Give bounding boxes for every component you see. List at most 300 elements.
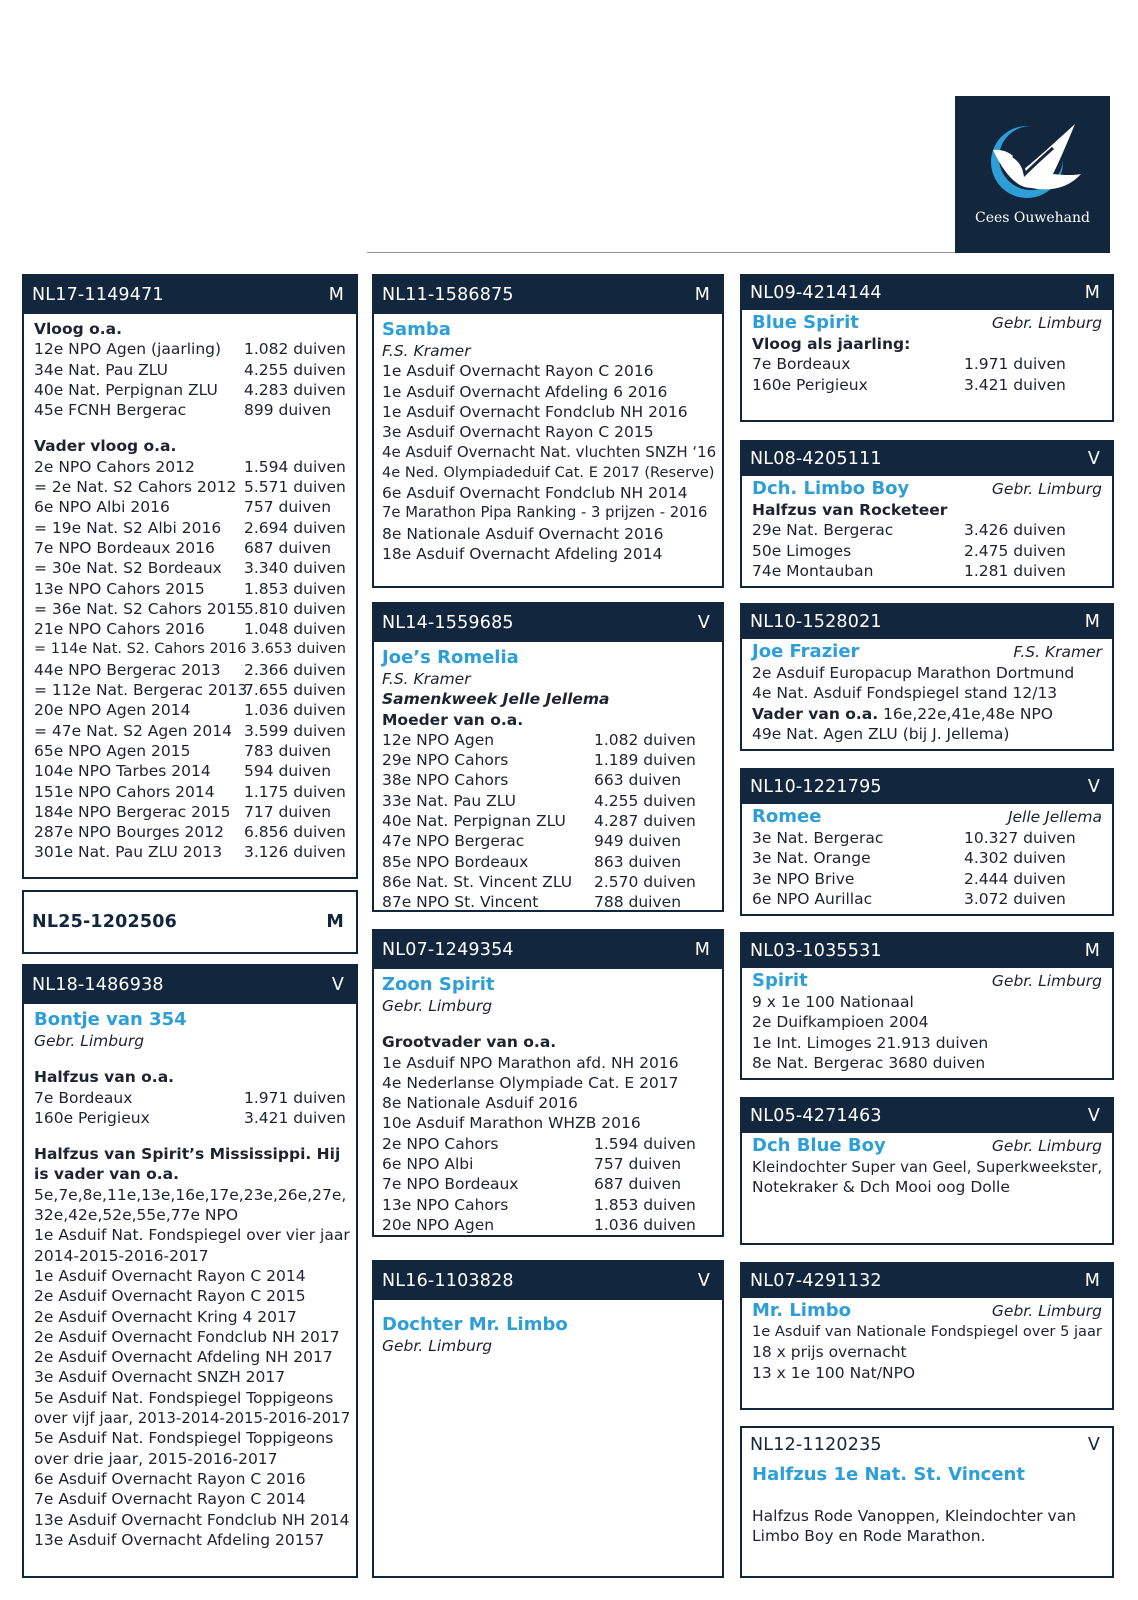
sex-badge: M	[1084, 612, 1100, 632]
line: 6e Asduif Overnacht Rayon C 2016	[34, 1469, 306, 1488]
ring-number: NL17-1149471	[32, 285, 164, 305]
result-row	[752, 889, 1102, 909]
line: 13 x 1e 100 Nat/NPO	[752, 1363, 916, 1382]
count: 5.571 duiven	[244, 478, 346, 497]
count: 663 duiven	[594, 771, 682, 790]
section-title: Vader vloog o.a.	[34, 437, 177, 456]
race: = 114e Nat. S2. Cahors 2016	[34, 641, 247, 658]
section-title: Moeder van o.a.	[382, 710, 524, 729]
line: 1e Asduif van Nationale Fondspiegel over 5 jaar	[752, 1323, 1102, 1340]
result-row	[752, 375, 1102, 395]
result-row	[34, 721, 346, 741]
line: 1e Asduif Nat. Fondspiegel over vier jaar	[34, 1226, 350, 1245]
pigeon-card	[22, 274, 358, 879]
count: 757 duiven	[594, 1155, 682, 1174]
breeder: Gebr. Limburg	[382, 997, 493, 1015]
line: 13e Asduif Overnacht Afdeling 20157	[34, 1530, 325, 1549]
race: 40e Nat. Perpignan ZLU	[34, 380, 218, 399]
breeder: F.S. Kramer	[1013, 643, 1102, 661]
line: 1e Asduif Overnacht Fondclub NH 2016	[382, 402, 688, 421]
result-row	[34, 619, 346, 639]
ring-number: NL07-4291132	[750, 1271, 882, 1291]
sex-badge: V	[697, 613, 710, 633]
race: = 36e Nat. S2 Cahors 2015	[34, 599, 247, 618]
count: 717 duiven	[244, 802, 332, 821]
pigeon-card	[740, 1097, 1114, 1245]
result-row	[34, 842, 346, 862]
line: 49e Nat. Agen ZLU (bij J. Jellema)	[752, 724, 1010, 743]
line: 4e Ned. Olympiadeduif Cat. E 2017 (Reserve)	[382, 463, 715, 481]
race: = 2e Nat. S2 Cahors 2012	[34, 478, 237, 497]
breeder: Gebr. Limburg	[991, 972, 1102, 990]
count: 1.048 duiven	[244, 620, 346, 639]
ring-number: NL18-1486938	[32, 975, 164, 995]
breeder: Gebr. Limburg	[34, 1032, 145, 1050]
ring-number: NL25-1202506	[32, 912, 178, 932]
result-row	[34, 497, 346, 517]
line	[752, 704, 1102, 724]
brand-name: Cees Ouwehand	[974, 210, 1091, 226]
card-body	[374, 1300, 722, 1360]
name-row	[752, 478, 1102, 500]
race: 160e Perigieux	[752, 375, 868, 394]
count: 5.810 duiven	[244, 599, 346, 618]
result-row	[752, 520, 1102, 540]
name-row	[752, 806, 1102, 828]
breeder: Gebr. Limburg	[991, 480, 1102, 498]
race: 45e FCNH Bergerac	[34, 401, 187, 420]
card-header	[742, 770, 1112, 804]
ring-number: NL10-1221795	[750, 777, 882, 797]
section-title: Halfzus van Rocketeer	[752, 501, 948, 519]
line: 1e Int. Limoges 21.913 duiven	[752, 1033, 989, 1052]
race: 44e NPO Bergerac 2013	[34, 660, 221, 679]
breeder: Gebr. Limburg	[991, 1302, 1102, 1320]
line: 10e Asduif Marathon WHZB 2016	[382, 1114, 641, 1133]
line: 2014-2015-2016-2017	[34, 1246, 209, 1265]
race: 29e NPO Cahors	[382, 751, 509, 770]
pigeon-card	[372, 602, 724, 912]
pigeon-name: Halfzus 1e Nat. St. Vincent	[752, 1464, 1025, 1485]
card-body	[24, 1004, 356, 1554]
breeder: F.S. Kramer	[382, 342, 471, 360]
race: 65e NPO Agen 2015	[34, 741, 191, 760]
line: over drie jaar, 2015-2016-2017	[34, 1449, 278, 1468]
card-body	[742, 1133, 1112, 1202]
result-row	[752, 354, 1102, 374]
card-header	[374, 276, 722, 314]
race: 287e NPO Bourges 2012	[34, 823, 224, 842]
race: 12e NPO Agen (jaarling)	[34, 340, 222, 359]
pigeon-card	[740, 768, 1114, 916]
line: 2e Duifkampioen 2004	[752, 1013, 929, 1032]
sex-badge: M	[328, 285, 344, 305]
pigeon-card	[740, 440, 1114, 588]
race: 151e NPO Cahors 2014	[34, 782, 215, 801]
race: 6e NPO Aurillac	[752, 889, 873, 908]
race: = 112e Nat. Bergerac 2013	[34, 681, 248, 700]
card-body	[374, 314, 722, 568]
card-header	[742, 1428, 1112, 1462]
race: 20e NPO Agen	[382, 1215, 495, 1234]
pigeon-card	[22, 964, 358, 1578]
count: 1.189 duiven	[594, 751, 696, 770]
section-title: Vloog o.a.	[34, 320, 122, 338]
pigeon-card	[372, 929, 724, 1237]
result-row	[382, 791, 712, 811]
card-body	[742, 968, 1112, 1077]
pigeon-card	[740, 603, 1114, 751]
race: 6e NPO Albi 2016	[34, 498, 170, 517]
sex-badge: V	[331, 975, 344, 995]
result-row	[34, 680, 346, 700]
line: over vijf jaar, 2013-2014-2015-2016-2017	[34, 1409, 351, 1428]
section-title: Vloog als jaarling:	[752, 335, 911, 353]
count: 6.856 duiven	[244, 823, 346, 842]
sex-badge: M	[694, 940, 710, 960]
result-row	[34, 802, 346, 822]
line: 32e,42e,52e,55e,77e NPO	[34, 1206, 239, 1225]
line: 3e Asduif Overnacht SNZH 2017	[34, 1368, 286, 1387]
count: 687 duiven	[244, 538, 332, 557]
card-header	[374, 1262, 722, 1300]
sex-badge: M	[694, 285, 710, 305]
count: 3.421 duiven	[964, 375, 1066, 394]
result-row	[382, 750, 712, 770]
name-row	[752, 312, 1102, 334]
ring-number: NL08-4205111	[750, 449, 882, 469]
count: 1.036 duiven	[244, 701, 346, 720]
race: 87e NPO St. Vincent	[382, 893, 539, 912]
line: 2e Asduif Overnacht Rayon C 2015	[34, 1287, 306, 1306]
result-row	[34, 639, 346, 659]
pigeon-name: Dch. Limbo Boy	[752, 478, 910, 499]
card-header	[24, 966, 356, 1004]
line: 7e Asduif Overnacht Rayon C 2014	[34, 1490, 306, 1509]
card-header	[742, 442, 1112, 476]
pigeon-name: Joe Frazier	[752, 641, 860, 662]
card-header	[24, 892, 356, 952]
result-row	[382, 892, 712, 912]
name-row	[752, 1135, 1102, 1157]
race: 160e Perigieux	[34, 1108, 150, 1127]
result-row	[752, 869, 1102, 889]
ring-number: NL16-1103828	[382, 1271, 514, 1291]
count: 899 duiven	[244, 401, 332, 420]
race: 34e Nat. Pau ZLU	[34, 360, 168, 379]
race: 50e Limoges	[752, 541, 852, 560]
pigeon-name: Joe’s Romelia	[382, 647, 519, 668]
result-row	[382, 1174, 712, 1194]
count: 10.327 duiven	[964, 829, 1076, 847]
result-row	[382, 1195, 712, 1215]
result-row	[382, 730, 712, 750]
line: 9 x 1e 100 Nationaal	[752, 993, 914, 1011]
count: 594 duiven	[244, 762, 332, 781]
count: 3.072 duiven	[964, 889, 1066, 908]
count: 4.255 duiven	[244, 360, 346, 379]
line: Kleindochter Super van Geel, Superkweekster,	[752, 1158, 1103, 1176]
breeder: Gebr. Limburg	[991, 1137, 1102, 1155]
sex-badge: M	[1084, 941, 1100, 961]
ring-number: NL11-1586875	[382, 285, 514, 305]
card-header	[374, 931, 722, 969]
count: 1.594 duiven	[594, 1134, 696, 1153]
line: 1e Asduif NPO Marathon afd. NH 2016	[382, 1053, 679, 1072]
ring-number: NL05-4271463	[750, 1106, 882, 1126]
count: 1.853 duiven	[594, 1195, 696, 1214]
result-row	[382, 1134, 712, 1154]
count: 7.655 duiven	[244, 681, 346, 700]
race: = 47e Nat. S2 Agen 2014	[34, 721, 232, 740]
count: 1.971 duiven	[964, 355, 1066, 374]
vader-label: Vader van o.a.	[752, 704, 879, 723]
count: 3.426 duiven	[964, 521, 1066, 540]
line: 2e Asduif Overnacht Afdeling NH 2017	[34, 1348, 333, 1367]
sex-badge: M	[1084, 283, 1100, 303]
breeder: Gebr. Limburg	[991, 314, 1102, 332]
count: 4.287 duiven	[594, 812, 696, 831]
line: Limbo Boy en Rode Marathon.	[752, 1527, 986, 1546]
pigeon-card	[740, 1426, 1114, 1578]
race: 20e NPO Agen 2014	[34, 701, 191, 720]
ring-number: NL09-4214144	[750, 283, 882, 303]
subtitle: Samenkweek Jelle Jellema	[382, 690, 610, 709]
pigeon-card	[372, 274, 724, 588]
line: 18 x prijs overnacht	[752, 1343, 907, 1362]
count: 783 duiven	[244, 741, 332, 760]
line: 6e Asduif Overnacht Fondclub NH 2014	[382, 484, 688, 503]
sex-badge: M	[1084, 1271, 1100, 1291]
count: 1.853 duiven	[244, 579, 346, 598]
line: 2e Asduif Europacup Marathon Dortmund	[752, 664, 1075, 682]
race: 301e Nat. Pau ZLU 2013	[34, 843, 223, 862]
line: 8e Nationale Asduif 2016	[382, 1094, 578, 1113]
count: 2.475 duiven	[964, 541, 1066, 560]
card-header	[742, 1264, 1112, 1298]
pigeon-card	[740, 274, 1114, 422]
ring-number: NL10-1528021	[750, 612, 882, 632]
count: 1.082 duiven	[594, 730, 696, 749]
card-body	[374, 642, 722, 912]
result-row	[34, 477, 346, 497]
card-body	[742, 804, 1112, 913]
race: 7e Bordeaux	[34, 1088, 133, 1107]
result-row	[382, 831, 712, 851]
result-row	[382, 770, 712, 790]
count: 1.036 duiven	[594, 1215, 696, 1234]
count: 2.694 duiven	[244, 518, 346, 537]
pigeon-name: Dch Blue Boy	[752, 1135, 886, 1156]
breeder: F.S. Kramer	[382, 670, 471, 688]
result-row	[34, 782, 346, 802]
race: 7e NPO Bordeaux	[382, 1175, 519, 1194]
pigeon-name: Mr. Limbo	[752, 1300, 851, 1321]
divider	[367, 252, 955, 253]
race: 104e NPO Tarbes 2014	[34, 762, 211, 781]
line: 5e,7e,8e,11e,13e,16e,17e,23e,26e,27e,	[34, 1185, 347, 1204]
line: 5e Asduif Nat. Fondspiegel Toppigeons	[34, 1388, 334, 1407]
result-row	[382, 1215, 712, 1235]
race: = 30e Nat. S2 Bordeaux	[34, 559, 222, 578]
race: 2e NPO Cahors	[382, 1134, 499, 1153]
race: 86e Nat. St. Vincent ZLU	[382, 872, 573, 891]
result-row	[34, 761, 346, 781]
count: 788 duiven	[594, 893, 682, 912]
line: 2e Asduif Overnacht Fondclub NH 2017	[34, 1327, 340, 1346]
result-row	[34, 822, 346, 842]
vader-value: 16e,22e,41e,48e NPO	[878, 704, 1053, 723]
bird-logo-icon	[983, 118, 1083, 204]
race: 29e Nat. Bergerac	[752, 521, 894, 540]
result-row	[34, 538, 346, 558]
card-header	[24, 276, 356, 314]
race: 13e NPO Cahors	[382, 1195, 509, 1214]
line: 1e Asduif Overnacht Rayon C 2014	[34, 1266, 306, 1285]
sex-badge: V	[1087, 1435, 1100, 1455]
result-row	[752, 561, 1102, 581]
pigeon-name: Spirit	[752, 970, 808, 991]
pigeon-card	[740, 932, 1114, 1080]
ring-number: NL07-1249354	[382, 940, 514, 960]
race: = 19e Nat. S2 Albi 2016	[34, 518, 222, 537]
result-row	[34, 457, 346, 477]
section-title: Halfzus van o.a.	[34, 1068, 175, 1087]
result-row	[382, 852, 712, 872]
count: 3.421 duiven	[244, 1108, 346, 1127]
count: 1.175 duiven	[244, 782, 346, 801]
result-row	[34, 360, 346, 380]
line: 4e Nederlanse Olympiade Cat. E 2017	[382, 1073, 679, 1092]
card-header	[742, 1099, 1112, 1133]
count: 949 duiven	[594, 832, 682, 851]
result-row	[34, 1088, 346, 1108]
race: 21e NPO Cahors 2016	[34, 620, 205, 639]
result-row	[752, 848, 1102, 868]
result-row	[34, 660, 346, 680]
line: 2e Asduif Overnacht Kring 4 2017	[34, 1307, 297, 1326]
card-body	[374, 969, 722, 1237]
count: 687 duiven	[594, 1175, 682, 1194]
count: 1.594 duiven	[244, 457, 346, 476]
card-header	[742, 276, 1112, 310]
result-row	[34, 558, 346, 578]
pigeon-name: Samba	[382, 319, 451, 340]
result-row	[34, 339, 346, 359]
card-body	[24, 314, 356, 867]
count: 4.302 duiven	[964, 849, 1066, 868]
count: 2.444 duiven	[964, 869, 1066, 888]
result-row	[752, 541, 1102, 561]
count: 4.255 duiven	[594, 791, 696, 810]
pigeon-name: Blue Spirit	[752, 312, 859, 333]
race: 13e NPO Cahors 2015	[34, 579, 205, 598]
name-row	[752, 970, 1102, 992]
count: 757 duiven	[244, 498, 332, 517]
race: 7e NPO Bordeaux 2016	[34, 538, 215, 557]
line: 3e Asduif Overnacht Rayon C 2015	[382, 423, 654, 442]
card-body	[742, 310, 1112, 399]
card-header	[742, 605, 1112, 639]
section-title: Grootvader van o.a.	[382, 1033, 557, 1052]
count: 3.340 duiven	[244, 559, 346, 578]
pigeon-card	[22, 890, 358, 954]
line: 1e Asduif Overnacht Afdeling 6 2016	[382, 382, 668, 401]
breeder: Jelle Jellema	[1007, 808, 1102, 826]
logo	[955, 96, 1110, 253]
line: 4e Nat. Asduif Fondspiegel stand 12/13	[752, 684, 1058, 703]
name-row	[752, 1300, 1102, 1322]
sex-badge: V	[1087, 777, 1100, 797]
pigeon-name: Romee	[752, 806, 822, 827]
count: 3.126 duiven	[244, 843, 346, 862]
card-body	[742, 1462, 1112, 1551]
count: 3.599 duiven	[244, 721, 346, 740]
result-row	[34, 1108, 346, 1128]
result-row	[34, 400, 346, 420]
race: 33e Nat. Pau ZLU	[382, 791, 516, 810]
race: 184e NPO Bergerac 2015	[34, 802, 231, 821]
race: 85e NPO Bordeaux	[382, 852, 529, 871]
card-header	[374, 604, 722, 642]
line: 4e Asduif Overnacht Nat. vluchten SNZH ‘16	[382, 443, 717, 462]
line: 13e Asduif Overnacht Fondclub NH 2014	[34, 1510, 350, 1529]
race: 40e Nat. Perpignan ZLU	[382, 812, 566, 831]
card-body	[742, 1298, 1112, 1387]
count: 1.281 duiven	[964, 561, 1066, 580]
result-row	[382, 811, 712, 831]
result-row	[382, 872, 712, 892]
section-title: is vader van o.a.	[34, 1165, 180, 1184]
line: 8e Nat. Bergerac 3680 duiven	[752, 1053, 986, 1072]
ring-number: NL14-1559685	[382, 613, 514, 633]
line: 5e Asduif Nat. Fondspiegel Toppigeons	[34, 1429, 334, 1448]
count: 2.366 duiven	[244, 660, 346, 679]
pigeon-name: Dochter Mr. Limbo	[382, 1314, 568, 1335]
race: 3e NPO Brive	[752, 869, 855, 888]
card-body	[742, 639, 1112, 748]
race: 47e NPO Bergerac	[382, 832, 525, 851]
name-row	[752, 641, 1102, 663]
count: 2.570 duiven	[594, 872, 696, 891]
count: 1.971 duiven	[244, 1088, 346, 1107]
count: 3.653 duiven	[250, 641, 346, 658]
race: 6e NPO Albi	[382, 1155, 474, 1174]
breeder: Gebr. Limburg	[382, 1337, 493, 1355]
line: 7e Marathon Pipa Ranking - 3 prijzen - 2016	[382, 504, 708, 522]
line: 1e Asduif Overnacht Rayon C 2016	[382, 362, 654, 381]
count: 863 duiven	[594, 852, 682, 871]
card-body	[742, 476, 1112, 585]
result-row	[34, 599, 346, 619]
result-row	[34, 700, 346, 720]
pigeon-name: Bontje van 354	[34, 1009, 187, 1030]
race: 2e NPO Cahors 2012	[34, 457, 195, 476]
sex-badge: V	[1087, 1106, 1100, 1126]
race: 12e NPO Agen	[382, 730, 495, 749]
result-row	[34, 518, 346, 538]
count: 4.283 duiven	[244, 380, 346, 399]
ring-number: NL03-1035531	[750, 941, 882, 961]
result-row	[34, 380, 346, 400]
ring-number: NL12-1120235	[750, 1435, 882, 1455]
result-row	[752, 828, 1102, 848]
line: Notekraker & Dch Mooi oog Dolle	[752, 1178, 1010, 1197]
line: 18e Asduif Overnacht Afdeling 2014	[382, 544, 663, 563]
sex-badge: M	[326, 912, 344, 932]
sex-badge: V	[1087, 449, 1100, 469]
line: 8e Nationale Asduif Overnacht 2016	[382, 524, 664, 543]
